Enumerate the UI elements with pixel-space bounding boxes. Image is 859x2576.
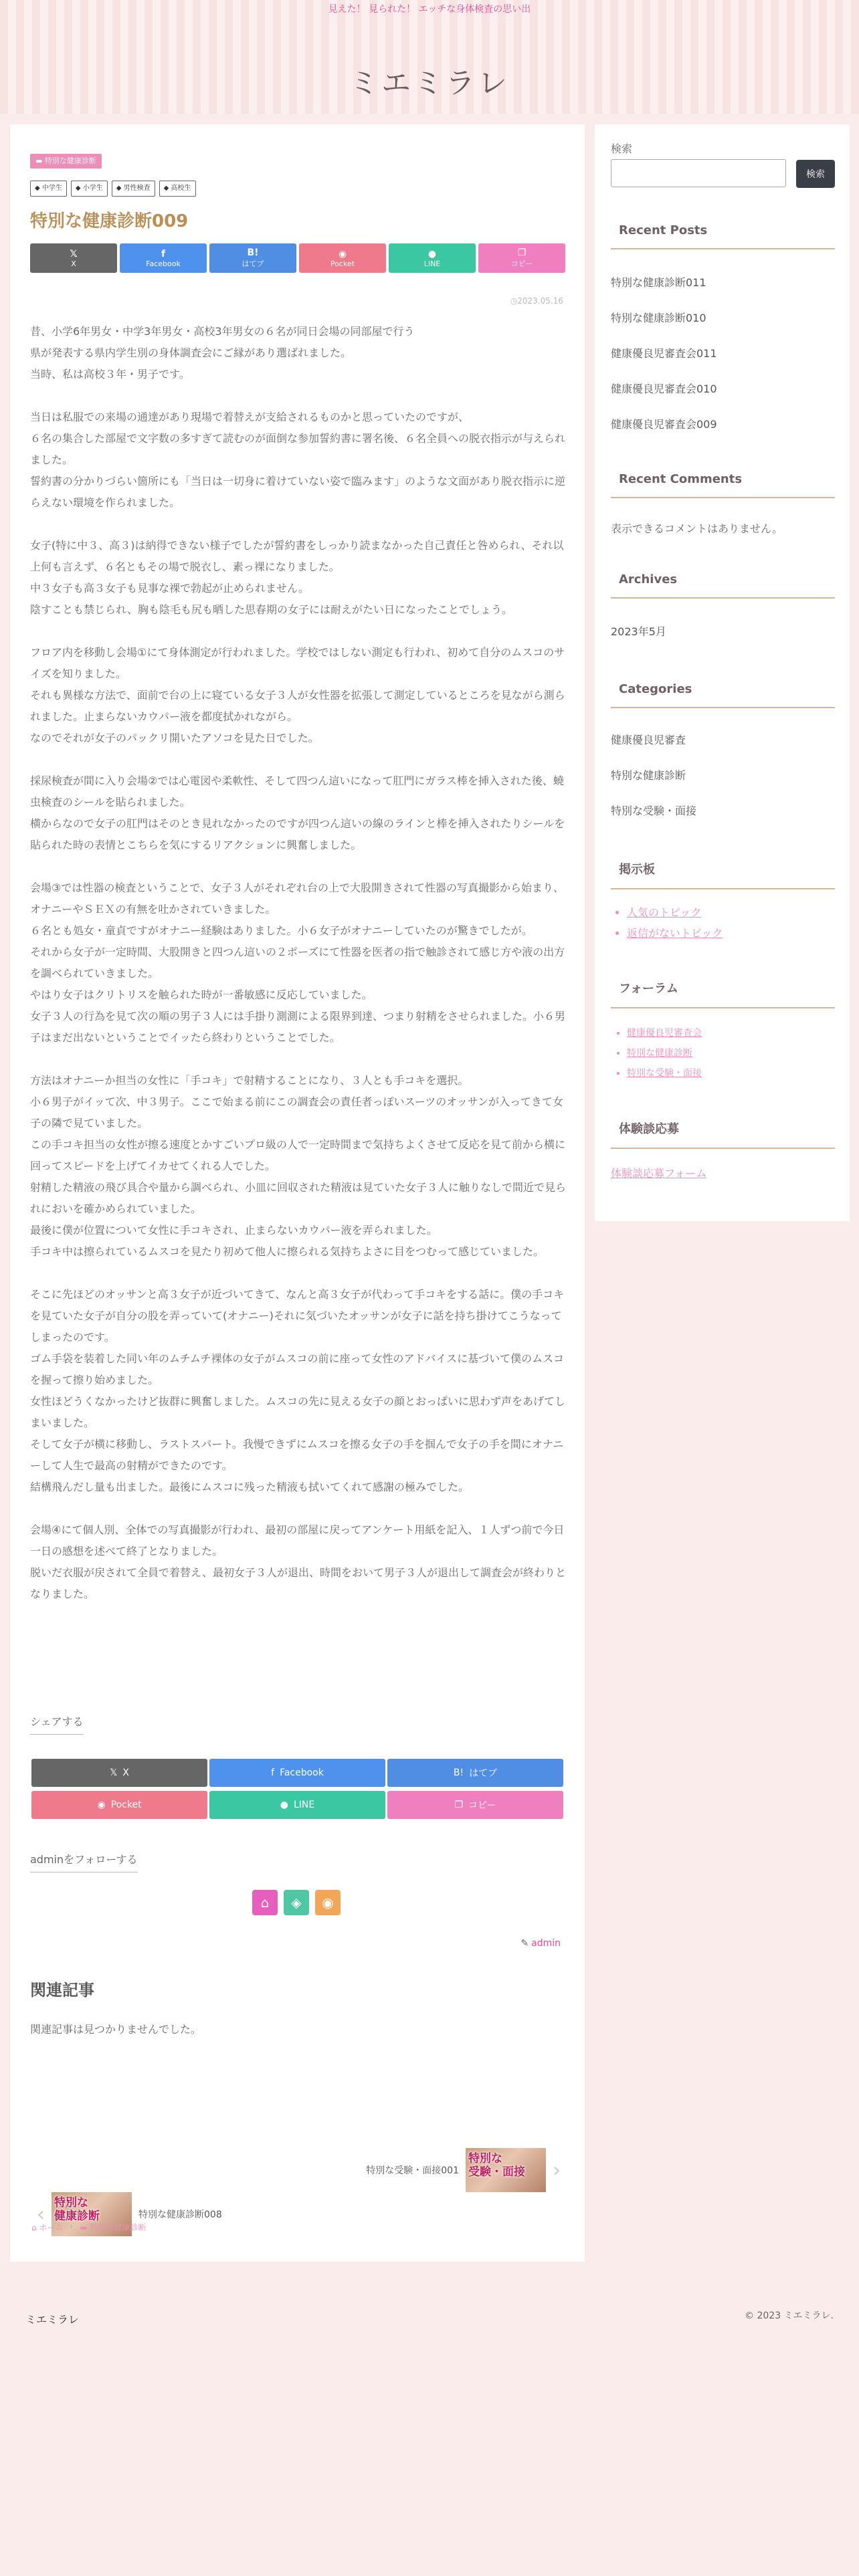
- tag-icon: ◆: [163, 185, 171, 192]
- share-hatebu-button[interactable]: B! はてブ: [209, 243, 296, 273]
- post-title: 特別な健康診断009: [30, 211, 189, 231]
- facebook-icon: f: [271, 1767, 275, 1778]
- search-label: 検索: [611, 142, 633, 155]
- search-button[interactable]: 検索: [796, 160, 835, 188]
- share-heading: シェアする: [30, 1713, 84, 1735]
- article-card: [10, 124, 585, 2262]
- x-icon: 𝕏: [70, 248, 78, 259]
- category-link[interactable]: 特別な健康診断: [611, 769, 686, 782]
- article-paragraph: フロア内を移動し会場①にて身体測定が行われました。学校ではしない測定も行われ、初めて自分のムスコのサイズを知りました。 それも異様な方法で、面前で台の上に寝ている女子３人が女性器を拡張して測定しているところを見ながら測られました。止まらないカウパー液を都度拭かれながら。 なのでそれが女子のパックリ開いたアソコを見た日でした。: [30, 646, 565, 744]
- category-label: 特別な健康診断: [44, 156, 96, 165]
- categories-heading: Categories: [611, 682, 835, 708]
- recent-post-link[interactable]: 健康優良児審査会011: [611, 347, 717, 360]
- taiken-form-link[interactable]: 体験談応募フォーム: [611, 1167, 707, 1180]
- feedly-icon[interactable]: ◈: [284, 1890, 309, 1915]
- share-buttons-bottom: [31, 1759, 564, 1819]
- chevron-right-icon: ›: [553, 2158, 561, 2182]
- recent-comments-heading: Recent Comments: [611, 472, 835, 498]
- archive-link[interactable]: 2023年5月: [611, 625, 666, 638]
- breadcrumb: [31, 2222, 146, 2233]
- share-line-button[interactable]: ● LINE: [389, 243, 476, 273]
- tag-item[interactable]: ◆ 中学生: [30, 181, 67, 197]
- related-empty-text: 関連記事は見つかりませんでした。: [30, 2023, 202, 2036]
- hatebu-icon: B!: [247, 247, 259, 258]
- article-paragraph: 女子(特に中３、高３)は納得できない様子でしたが誓約書をしっかり読まなかった自己責任と咎められ、それ以上何も言えず、６名ともその場で脱衣し、素っ裸になりました。 中３女子も高３女子も見事な裸で勃起が止められません。 陰すことも禁じられ、胸も陰毛も尻も晒した思春期の女子には耐えがたい日になったことでしょう。: [30, 539, 564, 616]
- tag-icon: ◆: [75, 185, 83, 192]
- thumbnail-caption: 特別な 受験・面接: [468, 2152, 525, 2179]
- pocket-icon: ◉: [97, 1800, 106, 1810]
- hatebu-icon: B!: [453, 1767, 464, 1778]
- article-paragraph: 会場③では性器の検査ということで、女子３人がそれぞれ台の上で大股開きされて性器の写真撮影から始まり、オナニーやＳＥＸの有無を吐かされていきました。 ６名とも処女・童貞ですがオナニー経験はありました。小６女子がオナニーしていたのが驚きでしたが。 それから女子が一定時間、大股開きと四つん這いの２ポーズにて性器を医者の指で触診されて感じ方や液の出方を調べられていきました。 やはり女子はクリトリスを触られた時が一番敏感に反応していました。 女子３人の行為を見て次の順の男子３人には手掛り測測による限界到達、つまり射精をさせられました。小６男子はまだ出ないということでイッたら終わりということでした。: [30, 881, 566, 1044]
- site-header: [0, 0, 859, 114]
- recent-post-link[interactable]: 健康優良児審査会009: [611, 418, 717, 431]
- tag-list: [30, 181, 196, 197]
- article-paragraph: 当日は私服での来場の通達があり現場で着替えが支給されるものかと思っていたのですが、 ６名の集合した部屋で文字数の多すぎて読むのが面倒な参加誓約書に署名後、６名全員への脱衣指示が与えられました。 誓約書の分かりづらい箇所にも「当日は一切身に着けていない姿で臨みます」のような文面があり脱衣指示に逆らえない環境を作られました。: [30, 411, 566, 509]
- forum-heading: フォーラム: [611, 979, 835, 1008]
- home-icon[interactable]: ⌂: [252, 1890, 278, 1915]
- share-facebook-button[interactable]: f Facebook: [209, 1759, 385, 1787]
- rss-icon[interactable]: ◉: [315, 1890, 341, 1915]
- category-badge[interactable]: [30, 154, 102, 169]
- footer-copyright: © 2023 ミエミラレ.: [745, 2311, 834, 2321]
- forum-link[interactable]: • 健康優良児審査会: [627, 1026, 702, 1039]
- next-post-link[interactable]: [366, 2148, 561, 2192]
- archives-heading: Archives: [611, 572, 835, 599]
- forum-link[interactable]: • 特別な健康診断: [627, 1046, 702, 1059]
- site-title[interactable]: ミエミラレ: [349, 66, 510, 100]
- share-copy-button[interactable]: ❐ コピー: [387, 1791, 563, 1819]
- recent-posts-heading: Recent Posts: [611, 223, 835, 249]
- recent-comments-empty: 表示できるコメントはありません。: [611, 522, 783, 535]
- forum-links: [627, 1026, 702, 1086]
- taiken-heading: 体験談応募: [611, 1119, 835, 1149]
- recent-post-link[interactable]: 健康優良児審査会010: [611, 383, 717, 395]
- pocket-icon: ◉: [338, 248, 347, 259]
- facebook-icon: f: [161, 248, 166, 259]
- share-line-button[interactable]: ● LINE: [209, 1791, 385, 1819]
- recent-post-link[interactable]: 特別な健康診断010: [611, 312, 706, 324]
- article-body: [30, 321, 569, 1626]
- share-x-button[interactable]: 𝕏 X: [31, 1759, 207, 1787]
- share-pocket-button[interactable]: ◉ Pocket: [31, 1791, 207, 1819]
- chevron-left-icon: ‹: [37, 2202, 45, 2226]
- categories-list: [611, 732, 696, 838]
- forum-link[interactable]: • 特別な受験・面接: [627, 1066, 702, 1079]
- next-post-thumbnail: [466, 2148, 546, 2192]
- board-link[interactable]: • 返信がないトピック: [627, 925, 723, 940]
- folder-icon: ▬: [80, 2223, 88, 2232]
- pen-icon: ✎: [520, 1938, 529, 1949]
- board-link[interactable]: • 人気のトピック: [627, 904, 723, 920]
- category-link[interactable]: 健康優良児審査: [611, 734, 686, 746]
- copy-icon: ❐: [517, 247, 527, 258]
- recent-post-link[interactable]: 特別な健康診断011: [611, 276, 706, 289]
- thumbnail-caption: 特別な 健康診断: [54, 2196, 100, 2223]
- article-paragraph: 昔、小学6年男女・中学3年男女・高校3年男女の６名が同日会場の同部屋で行う 県が発表する県内学生別の身体調査会にご縁があり選ばれました。 当時、私は高校３年・男子です。: [30, 325, 415, 381]
- category-link[interactable]: 特別な受験・面接: [611, 804, 697, 817]
- article-paragraph: そこに先ほどのオッサンと高３女子が近づいてきて、なんと高３女子が代わって手コキをする話に。僕の手コキを見ていた女子が自分の股を弄っていて(オナニー)それに気づいたオッサンが女子に話を持ち掛けてこうなってしまったのです。 ゴム手袋を装着した同い年のムチムチ裸体の女子がムスコの前に座って女性のアドバイスに基づいて僕のムスコを握って擦り始めました。 女性ほどうくなかったけど抜群に興奮しました。ムスコの先に見える女子の顔とおっぱいに思わず声をあげてしまいました。 そして女子が横に移動し、ラストスパート。我慢できずにムスコを擦る女子の手を掴んで女子の手を間にオナニーして人生で最高の射精ができたのです。 結構飛んだし量も出ました。最後にムスコに残った精液も拭いてくれて感謝の極みでした。: [30, 1288, 566, 1493]
- prev-post-title: 特別な健康診断008: [138, 2210, 222, 2220]
- author-link[interactable]: ✎ admin: [520, 1938, 561, 1949]
- post-date: ◷2023.05.16: [510, 296, 563, 306]
- next-post-title: 特別な受験・面接001: [366, 2165, 459, 2176]
- breadcrumb-home[interactable]: ⌂ ホーム: [31, 2223, 64, 2232]
- board-heading: 掲示板: [611, 860, 835, 889]
- archives-list: [611, 623, 666, 659]
- share-x-button[interactable]: 𝕏 X: [30, 243, 117, 273]
- share-buttons-top: [30, 243, 565, 273]
- line-icon: ●: [280, 1800, 288, 1810]
- home-icon: ⌂: [31, 2223, 37, 2232]
- article-paragraph: 方法はオナニーか担当の女性に「手コキ」で射精することになり、３人とも手コキを選択。 小６男子がイッて次、中３男子。ここで始まる前にこの調査会の責任者っぽいスーツのオッサンが入ってきて女子の隣で見ていました。 この手コキ担当の女性が擦る速度とかすごいプロ級の人で一定時間まで気持ちよくさせて反応を見て前から横に回ってスピードを上げてイカせてくれる人でした。 射精した精液の飛び具合や量から調べられ、小皿に回収された精液は見ていた女子３人に触りなしで間近で見られにおいを確かめられていました。 最後に僕が位置について女性に手コキされ、止まらないカウパー液を弄られました。 手コキ中は擦られているムスコを見たり初めて他人に擦られる気持ちよさに目をつむって感じていました。: [30, 1074, 566, 1258]
- tag-item[interactable]: ◆ 男性検査: [112, 181, 155, 197]
- share-hatebu-button[interactable]: B! はてブ: [387, 1759, 563, 1787]
- breadcrumb-category[interactable]: ▬ 特別な健康診断: [80, 2223, 147, 2232]
- board-links: [627, 904, 723, 946]
- share-pocket-button[interactable]: ◉ Pocket: [299, 243, 386, 273]
- chevron-right-icon: ›: [70, 2222, 74, 2231]
- article-paragraph: 会場④にて個人別、全体での写真撮影が行われ、最初の部屋に戻ってアンケート用紙を記入、１人ずつ前で今日一日の感想を述べて終了となりました。 脱いだ衣服が戻されて全員で着替え、最初女子３人が退出、時間をおいて男子３人が退出して調査会が終わりとなりました。: [30, 1523, 566, 1600]
- line-icon: ●: [427, 248, 437, 259]
- search-input[interactable]: [611, 159, 786, 187]
- x-icon: 𝕏: [110, 1767, 118, 1778]
- article-paragraph: 採尿検査が間に入り会場②では心電図や柔軟性、そして四つん這いになって肛門にガラス棒を挿入された後、蟯虫検査のシールを貼られました。 横からなので女子の肛門はそのとき見れなかったのですが四つん這いの線のラインと棒を挿入されたりシールを貼られた時の表情とこちらを気にするリアクションに興奮しました。: [30, 774, 565, 851]
- share-copy-button[interactable]: ❐ コピー: [478, 243, 565, 273]
- site-tagline: 見えた！ 見られた！ エッチな身体検査の思い出: [328, 4, 531, 15]
- folder-icon: ▬: [35, 156, 45, 165]
- tag-icon: ◆: [116, 185, 124, 192]
- related-heading: 関連記事: [30, 1981, 94, 2000]
- footer-site-name[interactable]: ミエミラレ: [25, 2313, 80, 2326]
- clock-icon: ◷: [510, 296, 518, 306]
- tag-item[interactable]: ◆ 高校生: [159, 181, 196, 197]
- copy-icon: ❐: [454, 1800, 464, 1810]
- share-facebook-button[interactable]: f Facebook: [120, 243, 207, 273]
- follow-heading: adminをフォローする: [30, 1851, 138, 1872]
- recent-posts-list: [611, 274, 717, 451]
- follow-buttons: [252, 1890, 341, 1915]
- tag-item[interactable]: ◆ 小学生: [71, 181, 108, 197]
- tag-icon: ◆: [35, 185, 42, 192]
- sidebar: [595, 124, 850, 1221]
